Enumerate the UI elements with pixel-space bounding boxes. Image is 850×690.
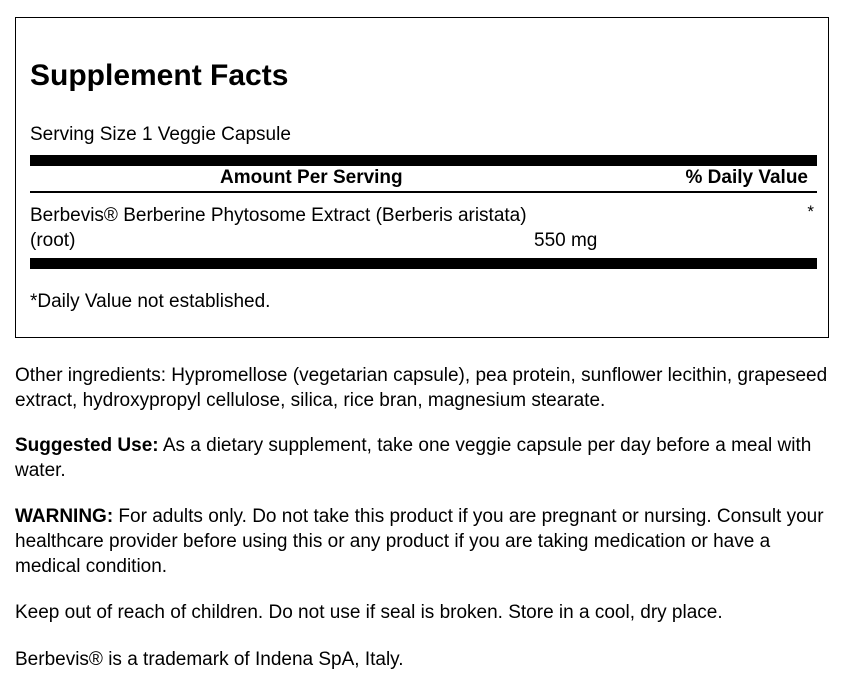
daily-value-footnote: *Daily Value not established. (30, 291, 271, 312)
warning (15, 504, 840, 579)
ingredient-name-line1: Berbevis® Berberine Phytosome Extract (Berberis aristata) (30, 205, 527, 226)
warning-label: WARNING: (15, 506, 114, 527)
serving-size: Serving Size 1 Veggie Capsule (30, 124, 291, 145)
panel-title: Supplement Facts (30, 59, 289, 92)
ingredient-name-line2: (root) (30, 230, 76, 251)
suggested-use-text: As a dietary supplement, take one veggie capsule per day before a meal with water. (15, 435, 812, 481)
other-ingredients: Other ingredients: Hypromellose (vegetarian capsule), pea protein, sunflower lecithin, grapeseed extract, hydroxypropyl cellulose, silica, rice bran, magnesium stearate. (15, 365, 828, 411)
daily-value-header: % Daily Value (685, 167, 808, 188)
ingredient-daily-value: * (807, 202, 814, 221)
suggested-use-label: Suggested Use: (15, 435, 159, 456)
supplement-facts-panel (15, 17, 829, 338)
suggested-use (15, 433, 840, 483)
thin-divider (30, 191, 817, 193)
warning-text: For adults only. Do not take this product if you are pregnant or nursing. Consult your healthcare provider before using this or any product if you are taking medication or have a medical condition. (15, 506, 824, 577)
amount-per-serving-header: Amount Per Serving (220, 167, 403, 188)
trademark-note: Berbevis® is a trademark of Indena SpA, Italy. (15, 649, 404, 670)
storage-note: Keep out of reach of children. Do not use if seal is broken. Store in a cool, dry place. (15, 602, 723, 623)
thick-divider-top (30, 155, 817, 166)
ingredient-amount: 550 mg (534, 230, 598, 251)
thick-divider-bottom (30, 258, 817, 269)
